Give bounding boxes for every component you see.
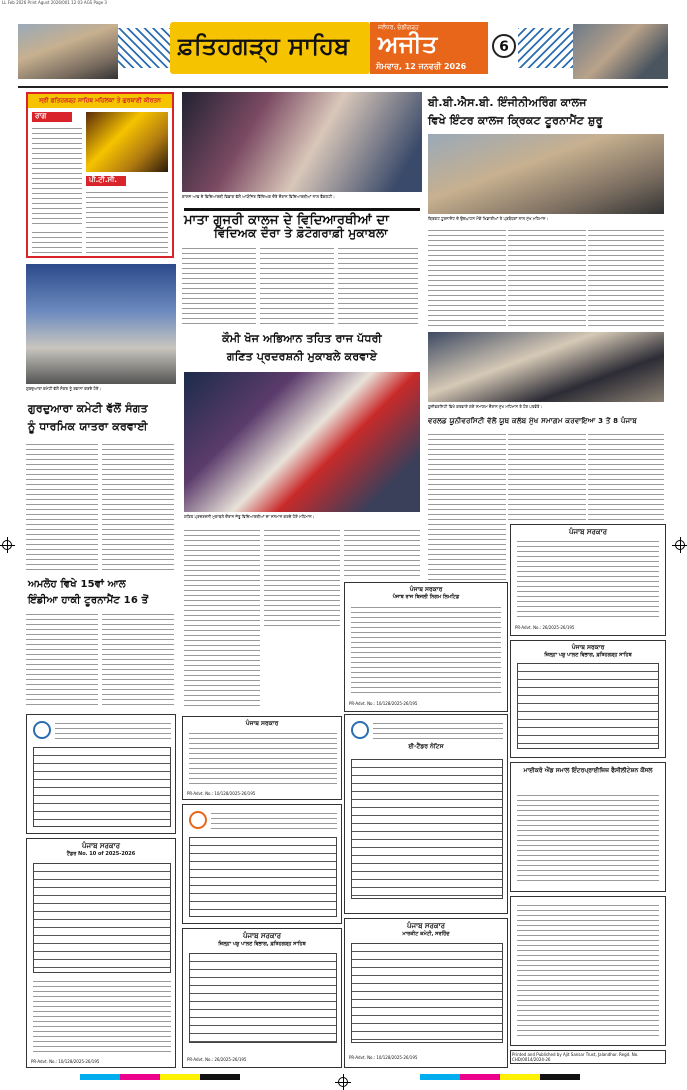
place: ਜਲੰਧਰ, ਚੰਡੀਗੜ੍ਹ	[378, 24, 419, 31]
pattern-left	[118, 28, 178, 68]
kirtan-box	[26, 92, 174, 258]
pattern-right	[518, 28, 578, 68]
story2-body-col3	[588, 228, 664, 328]
ad-right-govt: ਪੰਜਾਬ ਸਰਕਾਰ	[568, 528, 607, 536]
ad-board-center	[182, 804, 342, 924]
students-group-photo	[182, 92, 422, 192]
ad-market-table	[351, 943, 503, 1043]
masthead	[18, 14, 668, 84]
story3-headline-1: ਕੌਮੀ ਖੋਜ ਅਭਿਆਨ ਤਹਿਤ ਰਾਜ ਪੱਧਰੀ	[222, 332, 382, 345]
masthead-rule	[18, 86, 668, 88]
ad-tender-left-table	[33, 863, 171, 973]
ad-univ-left-heading	[55, 721, 171, 741]
ad-board-table	[189, 837, 337, 917]
story2-headline-2: ਵਿਖੇ ਇੰਟਰ ਕਾਲਜ ਕ੍ਰਿਕਟ ਟੂਰਨਾਮੈਂਟ ਸ਼ੁਰੂ	[428, 114, 603, 127]
ad-tender-left-text	[33, 979, 171, 1055]
ad-district-table	[510, 640, 666, 758]
press-line: Printed and Published by Ajit Sansar Trust, Jalandhar. Regd. No. CHD/0014/2024-26	[510, 1050, 666, 1064]
title-panel	[170, 22, 370, 74]
registration-mark-right	[675, 540, 685, 550]
ptc-label: ਪੀ.ਟੀ.ਸੀ.	[86, 176, 126, 186]
story6-body-col1	[428, 432, 506, 582]
story4-body-col2	[102, 442, 174, 572]
ad-tender-left-no: ਟੈਂਡਰ No. 10 of 2025-2026	[66, 851, 136, 857]
cricket-tournament-photo	[428, 134, 664, 214]
math-exhibition-photo	[184, 372, 420, 512]
story3-body-col2	[264, 528, 340, 628]
story3-body-col1	[184, 528, 260, 708]
story4-headline-2: ਨੂੰ ਧਾਰਮਿਕ ਯਾਤਰਾ ਕਰਵਾਈ	[28, 420, 148, 433]
story4-headline-1: ਗੁਰਦੁਆਰਾ ਕਮੇਟੀ ਵੱਲੋਂ ਸੰਗਤ	[28, 402, 148, 415]
ad-tender-left-govt: ਪੰਜਾਬ ਸਰਕਾਰ	[81, 842, 120, 850]
ad-tender-table	[351, 759, 503, 899]
ad-district-center-pr: PR-Advt. No.: 26/2025-26/195	[187, 1057, 247, 1062]
ad-misc-right	[510, 896, 666, 1046]
brand-logo: ਅਜੀਤ	[378, 30, 438, 58]
ad-msme-title: ਮਾਈਕਰੋ ਐਂਡ ਸਮਾਲ ਇੰਟਰਪ੍ਰਾਈਜ਼ਿਜ਼ ਫੈਸੀਲੀਟੇਸ਼ਨ ਕੌਂਸਲ	[523, 767, 653, 774]
tender-logo-icon	[351, 721, 369, 739]
ad-right-text	[517, 539, 659, 621]
story2-headline-1: ਬੀ.ਬੀ.ਐਸ.ਬੀ. ਇੰਜੀਨੀਅਰਿੰਗ ਕਾਲਜ	[428, 96, 587, 109]
university-photo-caption: ਯੂਨੀਵਰਸਿਟੀ ਵਿਖੇ ਕਰਵਾਏ ਗਏ ਸਮਾਗਮ ਦੌਰਾਨ ਮੁੱਖ ਮਹਿਮਾਨ ਤੇ ਹੋਰ ਪਤਵੰਤੇ।	[428, 404, 543, 409]
fort-image-right	[573, 24, 668, 79]
story4-body-col1	[26, 442, 98, 572]
ad-msme-text	[517, 793, 659, 883]
ad-power-pr: PR-Advt. No.: 10/128/2025-26/195	[349, 701, 418, 706]
kirtan-text-2	[86, 190, 168, 254]
board-logo-icon	[189, 811, 207, 829]
university-event-photo	[428, 332, 664, 402]
kirtan-text-1	[32, 126, 82, 226]
raag-label: ਰਾਗ	[32, 112, 72, 122]
color-bar-right	[420, 1074, 580, 1080]
ad-univ-left-table	[33, 747, 171, 827]
kirtan-text-3	[32, 230, 82, 254]
ad-power-board	[344, 582, 508, 712]
ad-univ-center-text	[189, 731, 337, 787]
ad-tender-left	[26, 838, 176, 1068]
ad-punjab-govt-right	[510, 524, 666, 636]
story1-body-col3	[338, 246, 418, 326]
ad-tender-center-right	[344, 714, 508, 914]
ad-market-pr: PR-Advt. No.: 10/128/2025-26/195	[349, 1055, 418, 1060]
kirtan-box-title: ਸ੍ਰੀ ਫ਼ਤਿਹਗੜ੍ਹ ਸਾਹਿਬ ਮਹਿਲਕਾ ਤੇ ਗੁਰਬਾਣੀ ਕੀਰਤਨ	[28, 94, 172, 108]
registration-mark-bottom	[338, 1077, 348, 1087]
bus-photo-caption: ਗੁਰਦੁਆਰਾ ਕਮੇਟੀ ਵੱਲੋਂ ਸੰਗਤ ਨੂੰ ਰਵਾਨਾ ਕਰਦੇ ਹੋਏ।	[26, 386, 102, 391]
story3-body-col3	[344, 528, 420, 578]
math-photo-caption: ਗਣਿਤ ਪ੍ਰਦਰਸ਼ਨੀ ਮੁਕਾਬਲੇ ਦੌਰਾਨ ਜੇਤੂ ਵਿਦਿਆਰਥੀਆਂ ਦਾ ਸਨਮਾਨ ਕਰਦੇ ਹੋਏ ਮਹਿਮਾਨ।	[184, 514, 315, 519]
ad-tender-label: ਈ-ਟੈਂਡਰ ਨੋਟਿਸ	[408, 743, 444, 750]
gurdwara-image-left	[18, 24, 118, 79]
ad-power-govt: ਪੰਜਾਬ ਸਰਕਾਰ	[409, 586, 443, 593]
print-slug: LL Feb 2026 Print Agust 2026/001 12 03 AGS Page 3	[2, 0, 107, 5]
ad-district-name: ਜ਼ਿਲ੍ਹਾ ਪਸ਼ੂ ਪਾਲਣ ਵਿਭਾਗ, ਫ਼ਤਿਹਗੜ੍ਹ ਸਾਹਿਬ	[544, 652, 632, 658]
story2-body-col1	[428, 228, 506, 328]
story2-body-col2	[508, 228, 586, 328]
ad-board-heading	[211, 811, 337, 831]
ad-tender-heading	[373, 721, 503, 739]
golden-temple-image	[86, 112, 168, 172]
page-number: 6	[492, 34, 516, 58]
ad-district-center	[182, 928, 342, 1068]
ad-misc-text	[517, 903, 659, 1039]
story1-headline-2: ਵਿੱਦਿਅਕ ਦੌਰਾ ਤੇ ਫ਼ੋਟੋਗਰਾਫ਼ੀ ਮੁਕਾਬਲਾ	[214, 226, 388, 240]
story6-headline: ਵਰਲਡ ਯੂਨੀਵਰਸਿਟੀ ਵੱਲੋਂ ਯੂਥ ਕਲੱਬ ਮੁੱਖ ਸਮਾਗਮ ਕਰਵਾਇਆ 3 ਤੋਂ 8 ਪੰਜਾਬ	[428, 417, 637, 425]
students-photo-caption: ਕਾਲਜ ਆਫ਼ ਦੇ ਵਿਦਿਆਰਥੀ ਵਿਭਾਗ ਵੱਲੋਂ ਆਯੋਜਿਤ ਵਿੱਦਿਅਕ ਦੌਰੇ ਦੌਰਾਨ ਵਿਦਿਆਰਥੀਆਂ ਨਾਲ ਫੈਕਲਟੀ।	[182, 194, 335, 199]
story1-headline-1: ਮਾਤਾ ਗੁਜਰੀ ਕਾਲਜ ਦੇ ਵਿਦਿਆਰਥੀਆਂ ਦਾ	[184, 208, 420, 229]
ad-district-govt: ਪੰਜਾਬ ਸਰਕਾਰ	[571, 644, 605, 651]
story5-body-col1	[26, 612, 98, 708]
story5-body-col2	[102, 612, 174, 708]
ad-tender-left-pr: PR-Advt. No.: 10/128/2025-26/195	[31, 1059, 100, 1064]
ad-power-text	[351, 605, 501, 695]
ad-univ-center-govt: ਪੰਜਾਬ ਸਰਕਾਰ	[245, 720, 279, 727]
ad-market-name: ਮਾਰਕੀਟ ਕਮੇਟੀ, ਸਰਹਿੰਦ	[402, 931, 450, 937]
bus-yatra-photo	[26, 264, 176, 384]
ad-univ-center-pr: PR-Advt. No.: 10/128/2025-26/195	[187, 791, 256, 796]
story6-body-col2	[508, 432, 586, 522]
story1-body-col1	[182, 246, 256, 326]
ad-university-left	[26, 714, 176, 834]
cricket-photo-caption: ਕ੍ਰਿਕਟ ਟੂਰਨਾਮੈਂਟ ਦੇ ਉਦਘਾਟਨ ਮੌਕੇ ਖਿਡਾਰੀਆਂ ਤੇ ਪ੍ਰਬੰਧਕਾਂ ਨਾਲ ਮੁੱਖ ਮਹਿਮਾਨ।	[428, 216, 549, 221]
story1-body-col2	[260, 246, 334, 326]
ad-district-center-name: ਜ਼ਿਲ੍ਹਾ ਪਸ਼ੂ ਪਾਲਣ ਵਿਭਾਗ, ਫ਼ਤਿਹਗੜ੍ਹ ਸਾਹਿਬ	[218, 941, 306, 947]
ad-right-pr: PR-Advt. No.: 26/2025-26/195	[515, 625, 575, 630]
ad-market-govt: ਪੰਜਾਬ ਸਰਕਾਰ	[406, 922, 445, 930]
page-title: ਫ਼ਤਿਹਗੜ੍ਹ ਸਾਹਿਬ	[178, 32, 350, 60]
color-bar-left	[80, 1074, 240, 1080]
story5-headline-2: ਇੰਡੀਆ ਹਾਕੀ ਟੂਰਨਾਮੈਂਟ 16 ਤੋਂ	[28, 595, 149, 606]
ad-market-committee	[344, 918, 508, 1068]
ad-district-table-grid	[517, 663, 659, 749]
brand-panel	[370, 22, 488, 74]
registration-mark-left	[2, 540, 12, 550]
story5-headline-1: ਅਮਲੋਹ ਵਿਖੇ 15ਵਾਂ ਆਲ	[28, 579, 126, 590]
ad-district-center-govt: ਪੰਜਾਬ ਸਰਕਾਰ	[242, 932, 281, 940]
story3-headline-2: ਗਣਿਤ ਪ੍ਰਦਰਸ਼ਨੀ ਮੁਕਾਬਲੇ ਕਰਵਾਏ	[226, 350, 378, 363]
ad-university-center	[182, 716, 342, 800]
issue-date: ਸੋਮਵਾਰ, 12 ਜਨਵਰੀ 2026	[376, 62, 467, 71]
story6-body-col3	[588, 432, 664, 522]
ad-district-center-table	[189, 953, 337, 1043]
ad-power-board-name: ਪੰਜਾਬ ਰਾਜ ਬਿਜਲੀ ਨਿਗਮ ਲਿਮਟਿਡ	[392, 594, 460, 600]
ad-msme-council	[510, 762, 666, 892]
university-seal-icon	[33, 721, 51, 739]
